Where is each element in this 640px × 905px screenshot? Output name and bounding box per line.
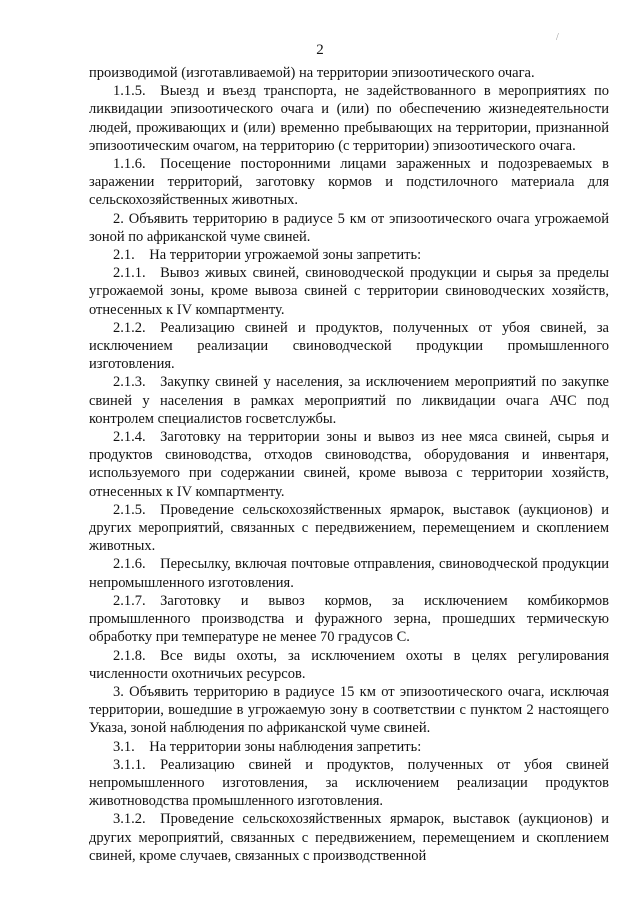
paragraph-3-1: 3.1. На территории зоны наблюдения запретить: [113,738,422,755]
paragraph-2-1-7: 2.1.7. Заготовку и вывоз кормов, за исключением комбикормов промышленного производства и фуражного зерна, прошедших термическую обработку при температуре не менее 70 градусов С. [89,592,609,646]
paragraph-2-1-8: 2.1.8. Все виды охоты, за исключением охоты в целях регулирования численности охотничьих ресурсов. [89,647,609,682]
page-number: 2 [316,42,324,58]
paragraph-continuation: производимой (изготавливаемой) на территории эпизоотического очага. [89,65,535,81]
paragraph-3-1-2: 3.1.2. Проведение сельскохозяйственных ярмарок, выставок (аукционов) и других мероприятий, связанных с передвижением, перемещением и скоплением свиней, кроме случаев, связанных с производственной [89,811,609,864]
paragraph-2-1-1: 2.1.1. Вывоз живых свиней, свиноводческой продукции и сырья за пределы угрожаемой зоны, кроме вывоза свиней с территории свиноводческих хозяйств, отнесенных к IV компартменту. [89,265,609,318]
paragraph-1-1-6: 1.1.6. Посещение посторонними лицами зараженных и подозреваемых в заражении территорий, заготовку кормов и подстилочного материала для сельскохозяйственных животных. [89,156,609,209]
paragraph-2-1-3: 2.1.3. Закупку свиней у населения, за исключением мероприятий по закупке свиней у населения в рамках мероприятий по ликвидации очага АЧС под контролем специалистов госветслужбы. [89,374,609,427]
document-body [89,64,609,865]
paragraph-1-1-5: 1.1.5. Выезд и въезд транспорта, не задействованного в мероприятиях по ликвидации эпизоотического очага и (или) по обеспечению жизнедеятельности людей, проживающих и (или) временно пребывающих на территории, признанной эпизоотическим очагом, на территорию (с территории) эпизоотического очага. [89,83,609,154]
paragraph-2: 2. Объявить территорию в радиусе 5 км от эпизоотического очага угрожаемой зоной по африканской чуме свиней. [89,210,609,245]
scan-mark: / [556,32,559,43]
paragraph-3: 3. Объявить территорию в радиусе 15 км от эпизоотического очага, исключая территории, вошедшие в угрожаемую зону в соответствии с пунктом 2 настоящего Указа, зоной наблюдения по африканской чуме свиней. [89,683,609,737]
paragraph-2-1-2: 2.1.2. Реализацию свиней и продуктов, полученных от убоя свиней, за исключением реализации свиноводческой продукции промышленного изготовления. [89,319,609,373]
paragraph-2-1-5: 2.1.5. Проведение сельскохозяйственных ярмарок, выставок (аукционов) и других мероприятий, связанных с передвижением, перемещением и скоплением животных. [89,501,609,555]
paragraph-2-1: 2.1. На территории угрожаемой зоны запретить: [113,247,422,264]
paragraph-2-1-4: 2.1.4. Заготовку на территории зоны и вывоз из нее мяса свиней, сырья и продуктов свиноводства, отходов свиноводства, оборудования и инвентаря, используемого при содержании свиней, кроме вывоза с территории хозяйств, отнесенных к IV компартменту. [89,429,609,500]
paragraph-2-1-6: 2.1.6. Пересылку, включая почтовые отправления, свиноводческой продукции непромышленного изготовления. [89,556,609,591]
paragraph-3-1-1: 3.1.1. Реализацию свиней и продуктов, полученных от убоя свиней непромышленного изготовления, за исключением реализации продуктов животноводства промышленного изготовления. [89,756,609,810]
